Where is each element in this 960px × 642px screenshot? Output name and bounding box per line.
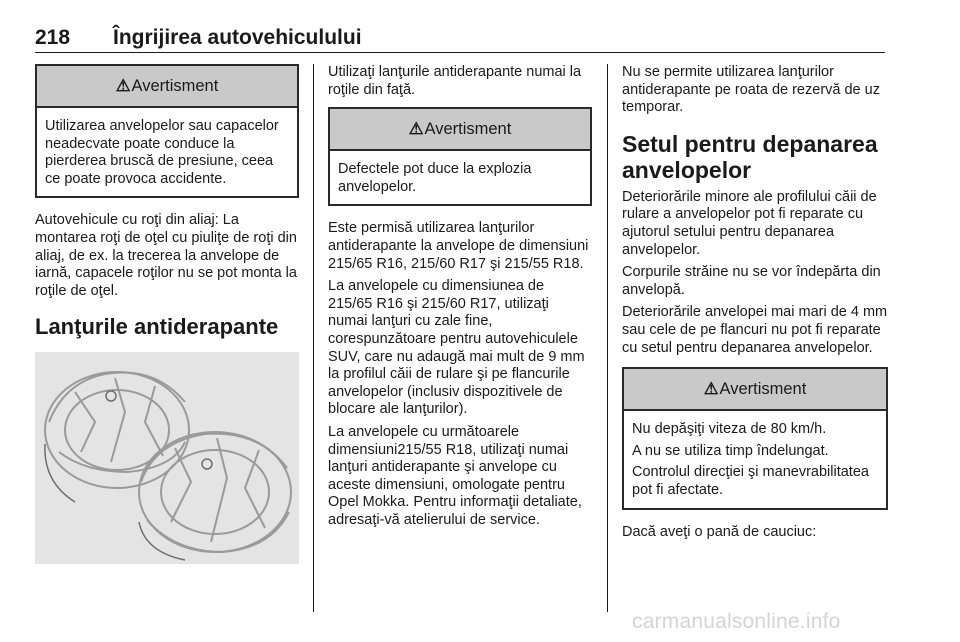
paragraph: Deteriorările anvelopei mai mari de 4 mm sau cele de pe flancuri nu pot fi reparate cu setul pentru depanarea anvelopelor. — [622, 304, 888, 356]
warning-box — [622, 367, 888, 509]
warning-text: A nu se utiliza timp îndelungat. — [632, 442, 829, 459]
running-title: Îngrijirea autovehiculului — [113, 26, 362, 49]
warning-header — [624, 369, 886, 411]
warning-text: Defectele pot duce la explozia anvelopelor. — [338, 161, 532, 195]
warning-header — [37, 66, 297, 108]
warning-title: Avertisment — [131, 77, 219, 95]
paragraph: La anvelopele cu dimensiunea de 215/65 R16 şi 215/60 R17, utilizaţi numai lanţuri cu zale fine, corespunzătoare pentru autovehiculele SUV, care nu adaugă mai mult de 9 mm la profilul căii de rulare şi pe flancurile anvelopelor (inclusiv dispozitivele de blocare ale lanţurilor). — [328, 278, 585, 418]
section-heading: Lanţurile antiderapante — [35, 314, 279, 340]
warning-header — [330, 109, 590, 151]
warning-title: Avertisment — [719, 380, 807, 399]
paragraph: Deteriorările minore ale profilului căii de rulare a anvelopelor pot fi reparate cu ajutorul setului pentru depanarea anvelopelor. — [622, 188, 877, 258]
warning-text: Utilizarea anvelopelor sau capacelor neadecvate poate conduce la pierderea bruscă de presiune, ceea ce poate provoca accidente. — [45, 118, 279, 187]
column-3 — [622, 64, 888, 546]
paragraph: Dacă aveţi o pană de cauciuc: — [622, 523, 817, 540]
paragraph: Nu se permite utilizarea lanţurilor antiderapante pe roata de rezervă de uz temporar. — [622, 64, 880, 116]
warning-box — [35, 64, 299, 198]
paragraph: Corpurile străine nu se vor îndepărta din anvelopă. — [622, 264, 881, 298]
watermark: carmanualsonline.info — [632, 610, 841, 633]
warning-icon: ⚠ — [115, 77, 131, 95]
warning-icon: ⚠ — [703, 380, 719, 399]
warning-title: Avertisment — [424, 120, 512, 139]
page-number: 218 — [35, 26, 71, 49]
warning-text: Controlul direcţiei şi manevrabilitatea pot fi afectate. — [632, 464, 869, 498]
paragraph: La anvelopele cu următoarele dimensiuni215/55 R18, utilizaţi numai lanţuri antiderapante şi anvelope cu aceste dimensiuni, omologate pentru Opel Mokka. Pentru informaţii detaliate, adresaţi-vă atelierului de service. — [328, 423, 582, 528]
paragraph: Autovehicule cu roţi din aliaj: La montarea roţi de oţel cu piuliţe de roţi din aliaj, de ex. la trecerea la anvelope de iarnă, capacele roţilor nu se pot monta la roţile de oţel. — [35, 212, 297, 299]
paragraph: Utilizaţi lanţurile antiderapante numai la roţile din faţă. — [328, 64, 582, 98]
column-1 — [35, 64, 299, 564]
warning-box — [328, 107, 592, 206]
column-divider — [607, 64, 608, 612]
paragraph: Este permisă utilizarea lanţurilor antiderapante la anvelope de dimensiuni 215/65 R16, 215/60 R17 şi 215/55 R18. — [328, 220, 589, 272]
column-divider — [313, 64, 314, 612]
snow-chains-illustration — [35, 352, 299, 564]
column-2 — [328, 64, 592, 534]
section-heading: Setul pentru depanarea anvelopelor — [622, 130, 878, 183]
warning-text: Nu depăşiţi viteza de 80 km/h. — [632, 421, 827, 438]
warning-icon: ⚠ — [408, 120, 424, 139]
page-header — [35, 18, 885, 53]
